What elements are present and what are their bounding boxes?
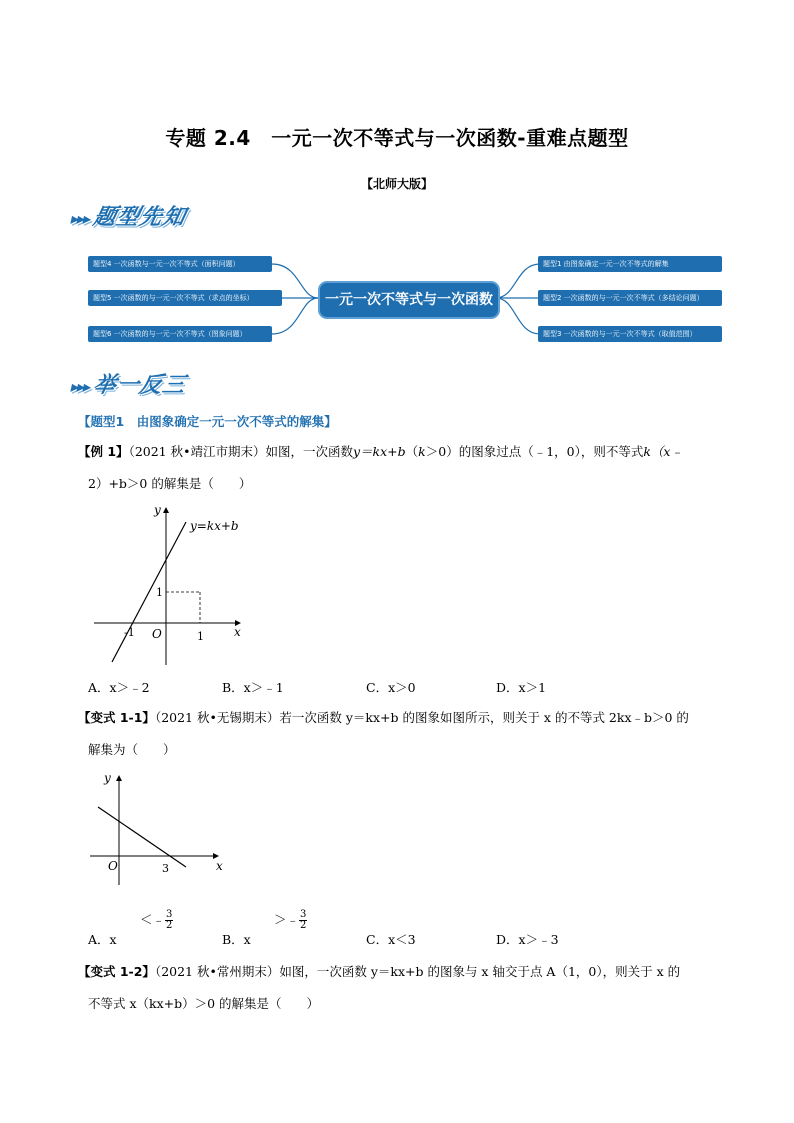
y-axis-label: y [154,503,161,517]
variant11-option-b-frac [299,910,307,931]
banner-practice [69,368,190,399]
mindmap-node-type2: 题型2 一次函数的与一元一次不等式（多结论问题） [538,290,722,306]
variant12-text-line1: （2021 秋•常州期末）如图，一次函数 y＝kx+b 的图象与 x 轴交于点 A（1，0），则关于 x 的 [154,964,681,979]
example1-k: k [418,444,426,459]
tick-y: 1 [156,586,163,599]
example1-text-line2: 2）+b＞0 的解集是（ ） [88,476,252,491]
variant11-option-b-label: B．x [222,932,251,947]
example1-func: y＝kx+b [352,444,406,459]
mindmap-node-type6: 题型6 一次函数的与一元一次不等式（图象问题） [88,326,272,342]
edition-label: 【北师大版】 [360,177,433,191]
frac-den-b: 2 [300,920,307,931]
frac-num-a: 3 [166,909,173,920]
example1-text-c: ＞0）的图象过点（﹣1，0），则不等式 [425,444,644,459]
mindmap-node-type4: 题型4 一次函数与一元一次不等式（面积问题） [88,256,272,272]
variant12-text [78,960,738,984]
variant11-graph [88,770,238,890]
mindmap-node-type3: 题型3 一次函数的与一元一次不等式（取值范围） [538,326,722,342]
tick-x: 3 [162,862,169,875]
banner-preview [69,200,190,231]
example1-text [78,440,718,464]
variant11-text [78,706,738,730]
tick-x-neg: -1 [124,626,135,639]
y-axis-label: y [104,771,111,785]
variant11-option-a-label: A．x [88,932,117,947]
example1-option-b: B．x＞﹣1 [222,680,284,695]
example1-graph [88,500,258,670]
origin-label: O [108,859,118,873]
mindmap-node-type1: 题型1 由图象确定一元一次不等式的解集 [538,256,722,272]
variant11-option-d: D．x＞﹣3 [496,932,559,947]
variant11-option-b-rel: ＞﹣ [274,912,300,927]
variant11-option-a-rel: ＜﹣ [140,912,166,927]
variant11-option-a-frac [165,910,173,931]
variant12-text-line2: 不等式 x（kx+b）＞0 的解集是（ ） [88,996,320,1011]
banner-arrows-icon: ▸▸▸ [69,209,92,228]
function-line [98,807,186,867]
example1-option-c: C．x＞0 [366,680,416,695]
variant12-tag: 【变式 1-2】 [78,964,155,979]
example1-tag: 【例 1】 [78,444,129,459]
variant11-text-line2: 解集为（ ） [88,742,176,757]
frac-num-b: 3 [300,909,307,920]
connector-right-3 [496,298,540,334]
variant11-text-line1: （2021 秋•无锡期末）若一次函数 y＝kx+b 的图象如图所示，则关于 x 的不等式 2kx﹣b＞0 的 [154,710,689,725]
section-heading-type1: 【题型1 由图象确定一元一次不等式的解集】 [78,414,337,429]
example1-option-a: A．x＞﹣2 [88,680,150,695]
example1-text-b: （ [405,444,419,459]
x-axis-label: x [234,625,241,639]
func-label: y=kx+b [190,519,239,533]
banner-practice-text: 举一反三 [91,373,189,398]
example1-text-a: （2021 秋•靖江市期末）如图，一次函数 [128,444,353,459]
origin-label: O [152,627,162,641]
variant11-option-b-expr [274,910,307,931]
variant11-tag: 【变式 1-1】 [78,710,155,725]
example1-option-d: D．x＞1 [496,680,547,695]
tick-x-pos: 1 [197,630,204,643]
page-title: 专题 2.4 一元一次不等式与一次函数-重难点题型 [165,126,629,150]
banner-arrows-icon-2: ▸▸▸ [69,377,92,396]
banner-preview-text: 题型先知 [91,205,189,230]
connector-right-1 [496,264,540,298]
x-axis-label: x [216,859,223,873]
frac-den-a: 2 [166,920,173,931]
mindmap-node-type5: 题型5 一次函数的与一元一次不等式（求点的坐标） [88,290,282,306]
variant11-option-a-expr [140,910,173,931]
example1-text-d: k（x﹣ [643,444,683,459]
mindmap-center: 一元一次不等式与一次函数 [318,281,500,319]
variant11-option-c: C．x＜3 [366,932,416,947]
function-line [112,522,186,662]
